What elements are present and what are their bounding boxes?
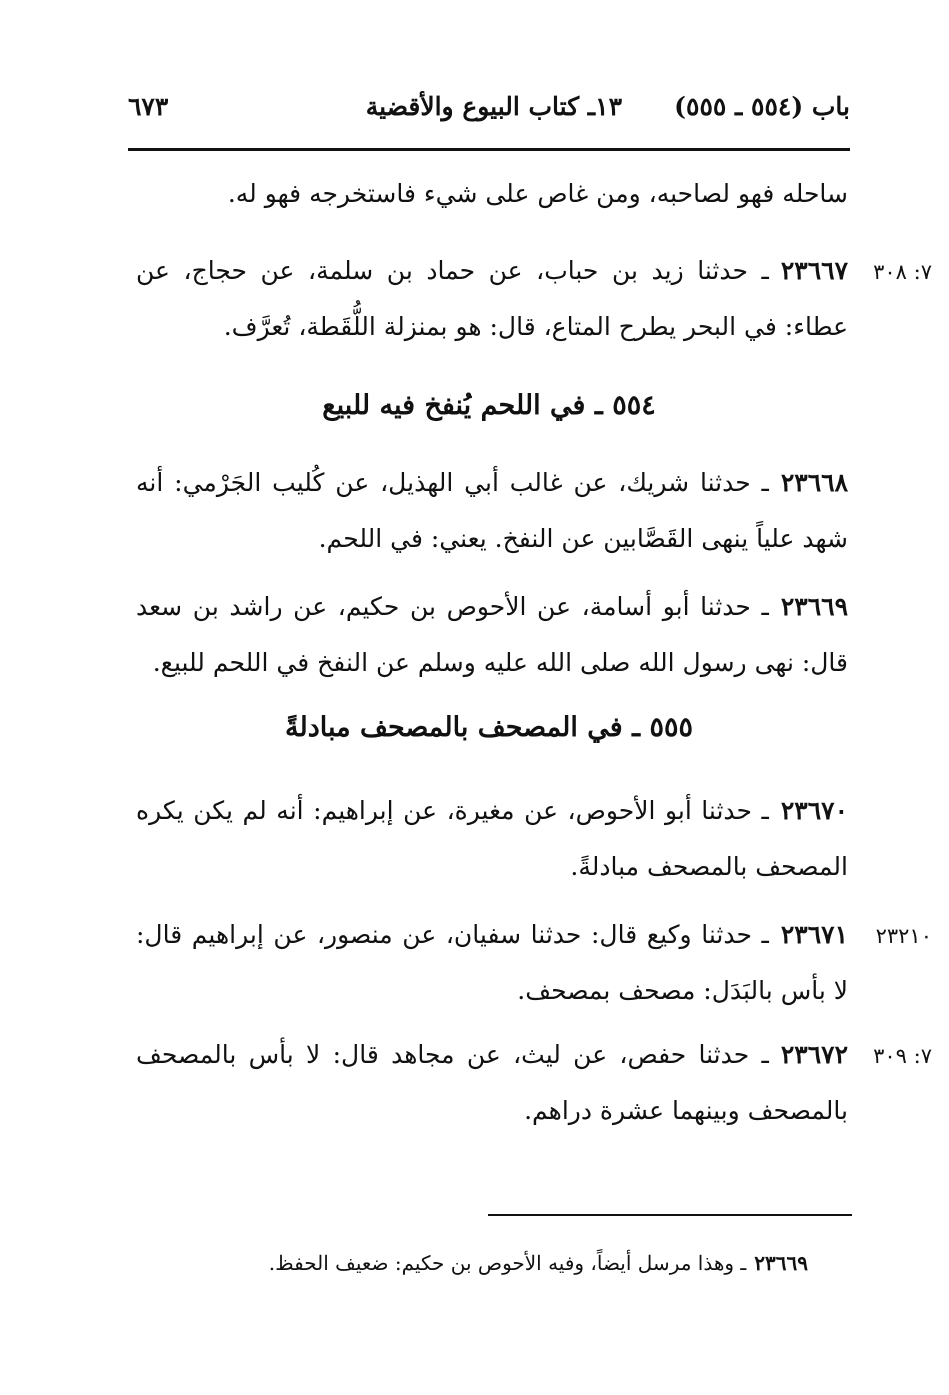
section-heading: ٥٥٥ ـ في المصحف بالمصحف مبادلةً	[285, 712, 693, 743]
hadith-text: ـ حدثنا أبو الأحوص، عن مغيرة، عن إبراهيم: أنه لم يكن يكره المصحف بالمصحف مبادلةً.	[136, 796, 848, 881]
hadith-number: ٢٣٦٦٧	[780, 256, 848, 285]
margin-reference: ٧: ٣٠٨	[873, 260, 932, 284]
hadith-paragraph	[136, 243, 848, 355]
hadith-number: ٢٣٦٦٨	[780, 468, 848, 497]
page-number: ٦٧٣	[128, 92, 169, 121]
hadith-paragraph	[136, 1027, 848, 1139]
chapter-range: باب (٥٥٤ ـ ٥٥٥)	[674, 92, 850, 121]
footnote	[136, 1248, 808, 1278]
hadith-paragraph	[136, 907, 848, 1019]
paragraph-text: ساحله فهو لصاحبه، ومن غاص على شيء فاستخرجه فهو له.	[227, 179, 848, 208]
hadith-number: ٢٣٦٧٠	[780, 796, 848, 825]
section-heading: ٥٥٤ ـ في اللحم يُنفخ فيه للبيع	[322, 390, 656, 421]
footnote-text: ـ وهذا مرسل أيضاً، وفيه الأحوص بن حكيم: ضعيف الحفظ.	[268, 1251, 747, 1275]
margin-reference: ٢٣٢١٠	[875, 924, 932, 948]
header-rule	[128, 148, 850, 151]
hadith-paragraph	[136, 455, 848, 567]
hadith-number: ٢٣٦٧٢	[780, 1040, 848, 1069]
hadith-text: ـ حدثنا وكيع قال: حدثنا سفيان، عن منصور، عن إبراهيم قال: لا بأس بالبَدَل: مصحف بمصحف.	[136, 920, 848, 1005]
hadith-text: ـ حدثنا أبو أسامة، عن الأحوص بن حكيم، عن راشد بن سعد قال: نهى رسول الله صلى الله عليه وسلم عن النفخ في اللحم للبيع.	[136, 592, 848, 677]
hadith-paragraph	[136, 783, 848, 895]
book-title: ١٣ـ كتاب البيوع والأقضية	[365, 92, 622, 121]
running-header	[128, 92, 850, 138]
hadith-text: ـ حدثنا حفص، عن ليث، عن مجاهد قال: لا بأس بالمصحف بالمصحف وبينهما عشرة دراهم.	[136, 1040, 848, 1125]
footnote-rule	[488, 1214, 852, 1216]
hadith-text: ـ حدثنا زيد بن حباب، عن حماد بن سلمة، عن حجاج، عن عطاء: في البحر يطرح المتاع، قال: هو بمنزلة اللُّقَطة، تُعرَّف.	[136, 256, 848, 341]
paragraph-continuation	[136, 166, 848, 222]
hadith-paragraph	[136, 579, 848, 691]
margin-reference: ٧: ٣٠٩	[873, 1044, 932, 1068]
hadith-number: ٢٣٦٦٩	[780, 592, 848, 621]
hadith-number: ٢٣٦٧١	[780, 920, 848, 949]
footnote-number: ٢٣٦٦٩	[754, 1251, 808, 1275]
hadith-text: ـ حدثنا شريك، عن غالب أبي الهذيل، عن كُليب الجَرْمي: أنه شهد علياً ينهى القَصَّابين عن النفخ. يعني: في اللحم.	[136, 468, 848, 553]
